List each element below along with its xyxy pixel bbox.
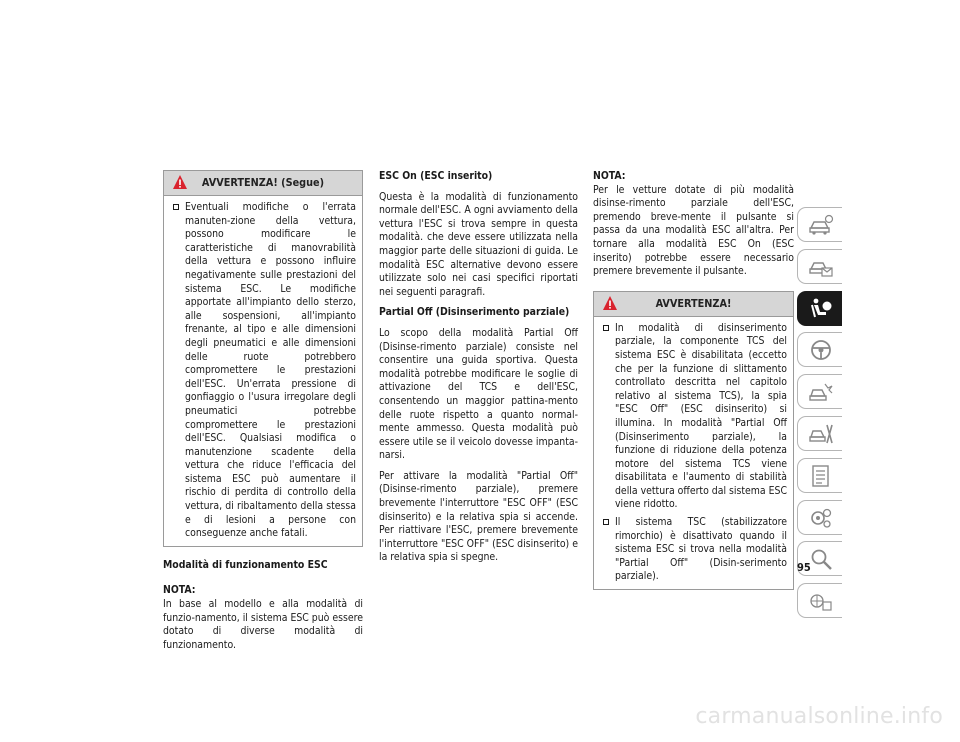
warning-body [164, 196, 362, 546]
warning-header [164, 171, 362, 196]
tab-emergency[interactable] [797, 374, 842, 409]
partial-off-text-1: Lo scopo della modalità Partial Off (Disinse-rimento parziale) consiste nel consentire una guida sportiva. Questa modalità potrebbe modificare le soglie di attivazione del TCS e dell'ESC, consentendo un maggior pattina-mento delle ruote rispetto a quanto normal-mente ammesso. Questa modalità può essere utile se il veicolo dovesse impanta-narsi. [379, 326, 578, 462]
tab-languages[interactable] [797, 583, 842, 618]
warning-body [594, 317, 793, 589]
warning-bullet-text: Eventuali modifiche o l'errata manuten-zione della vettura, possono modificare le caratteristiche di manovrabilità della vettura e possono influire negativamente sulle prestazioni del sistema ESC. Le modifiche apportate all'impianto dello sterzo, alle sospensioni, all'impianto frenante, al tipo e alle dimensioni degli pneumatici e alle dimensioni delle ruote potrebbero compromettere le prestazioni dell'ESC. Un'errata pressione di gonfiaggio o l'usura irregolare degli pneumatici potrebbe compromettere le prestazioni dell'ESC. Qualsiasi modifica o manutenzione scadente della vettura che riduce l'efficacia del sistema ESC può aumentare il rischio di perdita di controllo della vettura, di ribaltamento della stessa e di lesioni a persone con conseguenze anche fatali. [185, 201, 356, 540]
warning-box-continued [163, 170, 363, 547]
page-number: 95 [797, 561, 811, 574]
note-label: NOTA: [163, 584, 196, 597]
steering-wheel-icon [808, 338, 834, 362]
airbag-seat-icon [808, 297, 834, 321]
middle-column [379, 170, 578, 565]
esc-on-heading: ESC On (ESC inserito) [379, 170, 493, 182]
warning-triangle-icon [172, 174, 188, 190]
checkbox-bullet-icon [603, 325, 609, 331]
warning-title: AVVERTENZA! (Segue) [201, 176, 325, 189]
car-crash-icon [808, 380, 834, 404]
warning-title: AVVERTENZA! [655, 296, 732, 310]
tab-getting-to-know-vehicle[interactable] [797, 207, 842, 242]
partial-off-heading: Partial Off (Disinserimento parziale) [379, 306, 570, 319]
car-info-icon [808, 213, 834, 237]
right-column [593, 170, 794, 590]
note-text: In base al modello e alla modalità di funzio-namento, il sistema ESC può essere dotato di diverse modalità di funzionamento. [163, 598, 363, 651]
warning-bullet-text: In modalità di disinserimento parziale, la componente TCS del sistema ESC è disabilitata (eccetto che per la funzione di slittamento controllato descritta nel capitolo relativo al sistema TCS), la spia "ESC Off" (ESC disinserito) si illumina. In modalità "Partial Off (Disinserimento parziale), la funzione di riduzione della potenza motore del sistema TCS viene disabilitata e l'aumento di stabilità della vettura offerto dal sistema ESC viene ridotto. [615, 321, 787, 511]
checkbox-bullet-icon [173, 204, 179, 210]
warning-bullet [600, 516, 787, 584]
section-heading: Modalità di funzionamento ESC [163, 558, 328, 571]
tab-instrument-panel[interactable] [797, 249, 842, 284]
note-label: NOTA: [593, 170, 626, 182]
tab-technical-specifications[interactable] [797, 458, 842, 493]
warning-bullet-text: Il sistema TSC (stabilizzatore rimorchio) è disattivato quando il sistema ESC si trova nella modalità "Partial Off" (Disin-serimento parziale). [615, 516, 787, 583]
tab-servicing-maintenance[interactable] [797, 416, 842, 451]
note-text: Per le vetture dotate di più modalità disinse-rimento parziale dell'ESC, premendo breve-mente il pulsante si passa da una modalità ESC all'altra. Per tornare alla modalità ESC On (ESC inserito) potrebbe essere necessario premere brevemente il pulsante. [593, 183, 794, 278]
tab-safety[interactable] [797, 291, 842, 326]
esc-on-text: Questa è la modalità di funzionamento normale dell'ESC. A ogni avviamento della vettura l'ESC si trova sempre in questa modalità. che deve essere utilizzata nella maggior parte delle situazioni di guida. Le modalità ESC alternative devono essere utilizzate solo nei casi specifici riportati nei seguenti paragrafi. [379, 190, 578, 298]
warning-box [593, 291, 794, 590]
car-tools-icon [808, 422, 834, 446]
car-envelope-icon [808, 255, 834, 279]
language-icon [808, 589, 834, 613]
warning-bullet [600, 322, 787, 512]
warning-bullet [170, 201, 356, 541]
checkbox-bullet-icon [603, 519, 609, 525]
checklist-icon [808, 464, 834, 488]
tab-starting-operating[interactable] [797, 332, 842, 367]
left-column [163, 170, 363, 652]
warning-header [594, 292, 793, 317]
partial-off-text-2: Per attivare la modalità "Partial Off" (Disinse-rimento parziale), premere brevemente l'interruttore "ESC OFF" (ESC disinserito) e la relativa spia si accende. Per riattivare l'ESC, premere brevemente l'interruttore "ESC OFF" (ESC disinserito) e la relativa spia si spegne. [379, 469, 578, 564]
settings-icon [808, 506, 834, 530]
watermark: carmanualsonline.info [695, 704, 943, 729]
warning-triangle-icon [602, 295, 618, 311]
tab-multimedia[interactable] [797, 500, 842, 535]
